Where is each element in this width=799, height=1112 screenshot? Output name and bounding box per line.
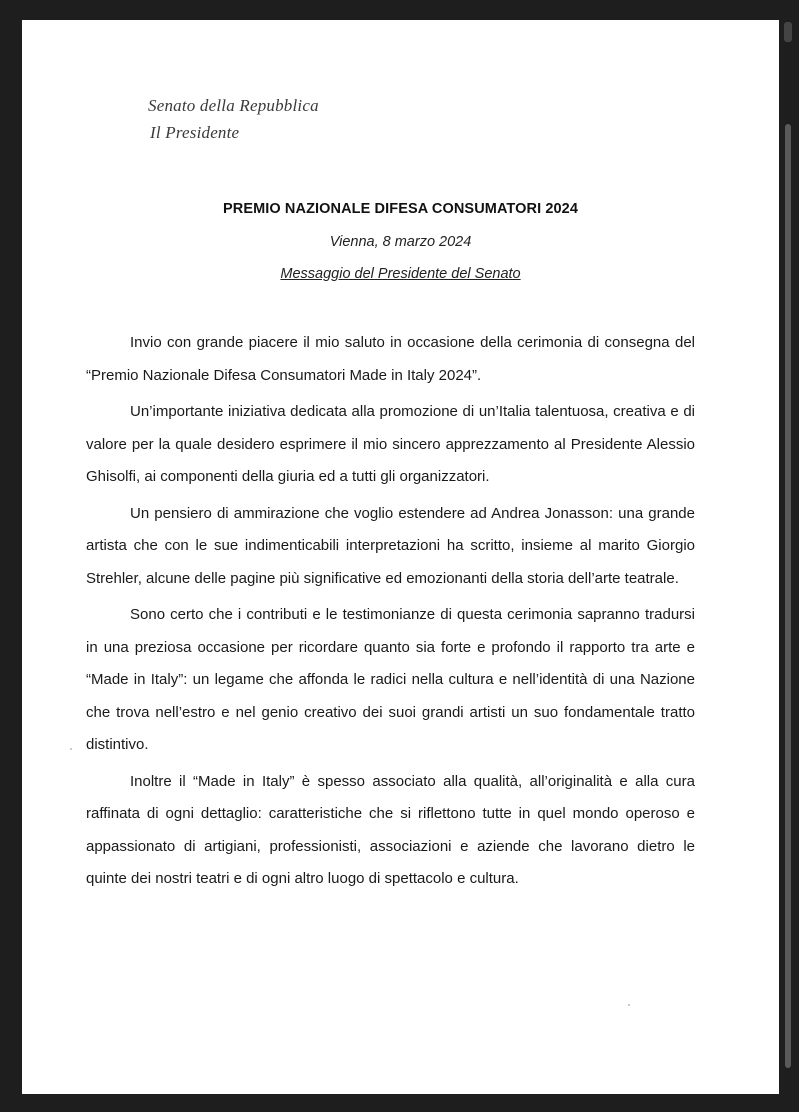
- scan-speck: [628, 1004, 630, 1006]
- letterhead-role: Il Presidente: [150, 123, 240, 142]
- paragraph: Un pensiero di ammirazione che voglio estendere ad Andrea Jonasson: una grande artista che con le sue indimenticabili interpretazioni ha scritto, insieme al marito Giorgio Strehler, alcune delle pagine più significative ed emozionanti della storia dell’arte teatrale.: [86, 504, 695, 587]
- paragraph: Inoltre il “Made in Italy” è spesso associato alla qualità, all’originalità e alla cura raffinata di ogni dettaglio: caratteristiche che si riflettono tutte in quel mondo operoso e appassionato di artigiani, professionisti, associazioni e aziende che lavorano dietro le quinte dei nostri teatri e di ogni altro luogo di spettacolo e cultura.: [86, 772, 695, 887]
- paragraph: Invio con grande piacere il mio saluto in occasione della cerimonia di consegna del “Premio Nazionale Difesa Consumatori Made in Italy 2024”.: [86, 334, 695, 384]
- scan-speck: [70, 748, 72, 750]
- scrollbar[interactable]: [785, 124, 791, 1068]
- document-subtitle: Messaggio del Presidente del Senato: [280, 266, 521, 282]
- letterhead: [148, 92, 319, 146]
- paragraph: Un’importante iniziativa dedicata alla promozione di un’Italia talentuosa, creativa e di valore per la quale desidero esprimere il mio sincero apprezzamento al Presidente Alessio Ghisolfi, ai componenti della giuria ed a tutti gli organizzatori.: [86, 403, 695, 485]
- place-date: Vienna, 8 marzo 2024: [329, 234, 472, 250]
- message-body: [86, 327, 695, 900]
- paragraph: Sono certo che i contributi e le testimonianze di questa cerimonia sapranno tradursi in una preziosa occasione per ricordare quanto sia forte e profondo il rapporto tra arte e “Made in Italy”: un legame che affonda le radici nella cultura e nell’identità di una Nazione che trova nell’estro e nel genio creativo dei suoi grandi artisti un suo fondamentale tratto distintivo.: [86, 606, 695, 753]
- scroll-top-indicator: [784, 22, 792, 42]
- document-title: PREMIO NAZIONALE DIFESA CONSUMATORI 2024: [223, 201, 578, 217]
- letterhead-institution: Senato della Repubblica: [148, 96, 319, 115]
